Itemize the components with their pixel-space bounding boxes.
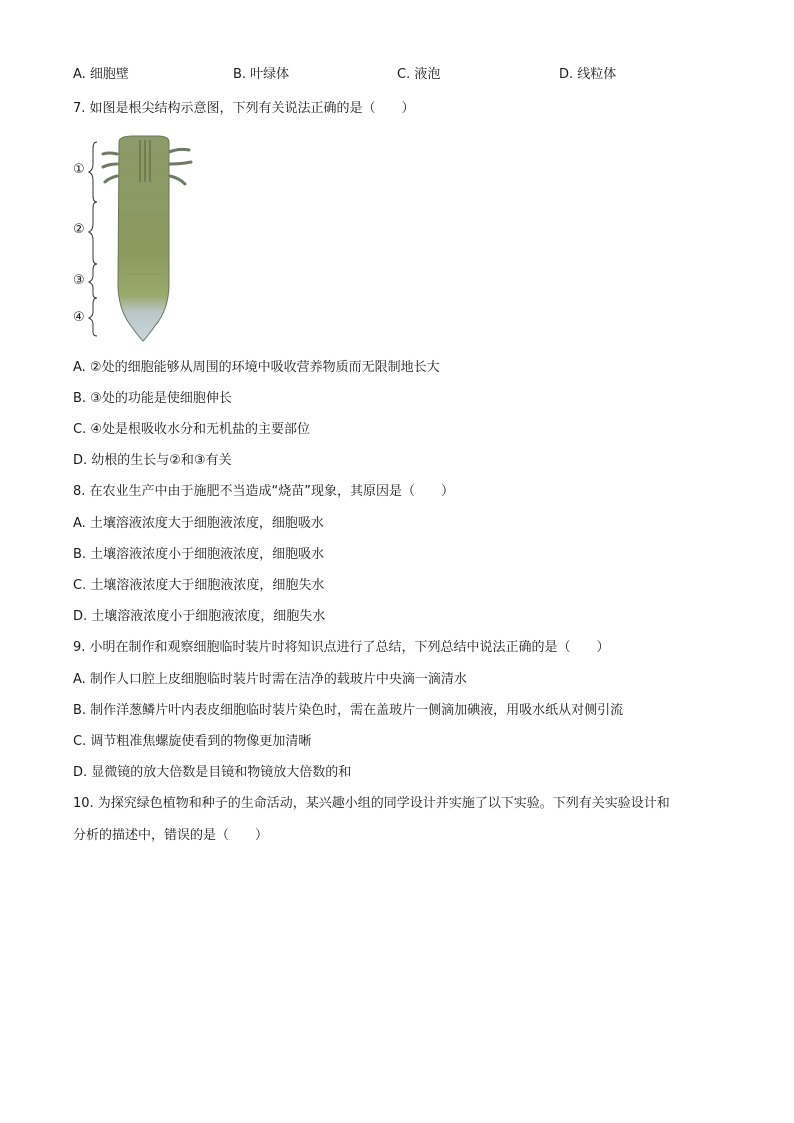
q10-stem-line-1: 10. 为探究绿色植物和种子的生命活动，某兴趣小组的同学设计并实施了以下实验。下列有关实验设计和	[73, 796, 670, 811]
q6-options-row	[73, 66, 753, 84]
q7-option-d: D. 幼根的生长与②和③有关	[73, 453, 232, 468]
q6-option-b: B. 叶绿体	[233, 67, 290, 82]
q8-option-c: C. 土壤溶液浓度大于细胞液浓度，细胞失水	[73, 578, 325, 593]
q7-option-b: B. ③处的功能是使细胞伸长	[73, 391, 232, 406]
q9-option-d: D. 显微镜的放大倍数是目镜和物镜放大倍数的和	[73, 765, 352, 780]
q9-option-c: C. 调节粗准焦螺旋使看到的物像更加清晰	[73, 734, 312, 749]
root-tip-label-2: ②	[73, 222, 85, 237]
root-tip-illustration	[73, 134, 203, 346]
q10-stem-line-2: 分析的描述中，错误的是（ ）	[73, 828, 269, 843]
q8-stem: 8. 在农业生产中由于施肥不当造成“烧苗”现象，其原因是（ ）	[73, 484, 455, 499]
q8-option-a: A. 土壤溶液浓度大于细胞液浓度，细胞吸水	[73, 516, 324, 531]
q6-option-d: D. 线粒体	[559, 67, 617, 82]
root-tip-label-4: ④	[73, 310, 85, 325]
q6-option-c: C. 液泡	[397, 67, 441, 82]
q8-option-d: D. 土壤溶液浓度小于细胞液浓度，细胞失水	[73, 609, 326, 624]
root-tip-label-1: ①	[73, 162, 85, 177]
root-tip-label-3: ③	[73, 273, 85, 288]
q6-option-a: A. 细胞壁	[73, 67, 129, 82]
q9-option-b: B. 制作洋葱鳞片叶内表皮细胞临时装片染色时，需在盖玻片一侧滴加碘液，用吸水纸从对侧引流	[73, 703, 624, 718]
q9-stem: 9. 小明在制作和观察细胞临时装片时将知识点进行了总结，下列总结中说法正确的是（ ）	[73, 640, 610, 655]
q7-option-a: A. ②处的细胞能够从周围的环境中吸收营养物质而无限制地长大	[73, 360, 440, 375]
root-tip-diagram	[73, 134, 203, 346]
q7-option-c: C. ④处是根吸收水分和无机盐的主要部位	[73, 422, 310, 437]
q8-option-b: B. 土壤溶液浓度小于细胞液浓度，细胞吸水	[73, 547, 325, 562]
q7-stem: 7. 如图是根尖结构示意图，下列有关说法正确的是（ ）	[73, 101, 415, 116]
q9-option-a: A. 制作人口腔上皮细胞临时装片时需在洁净的载玻片中央滴一滴清水	[73, 672, 467, 687]
